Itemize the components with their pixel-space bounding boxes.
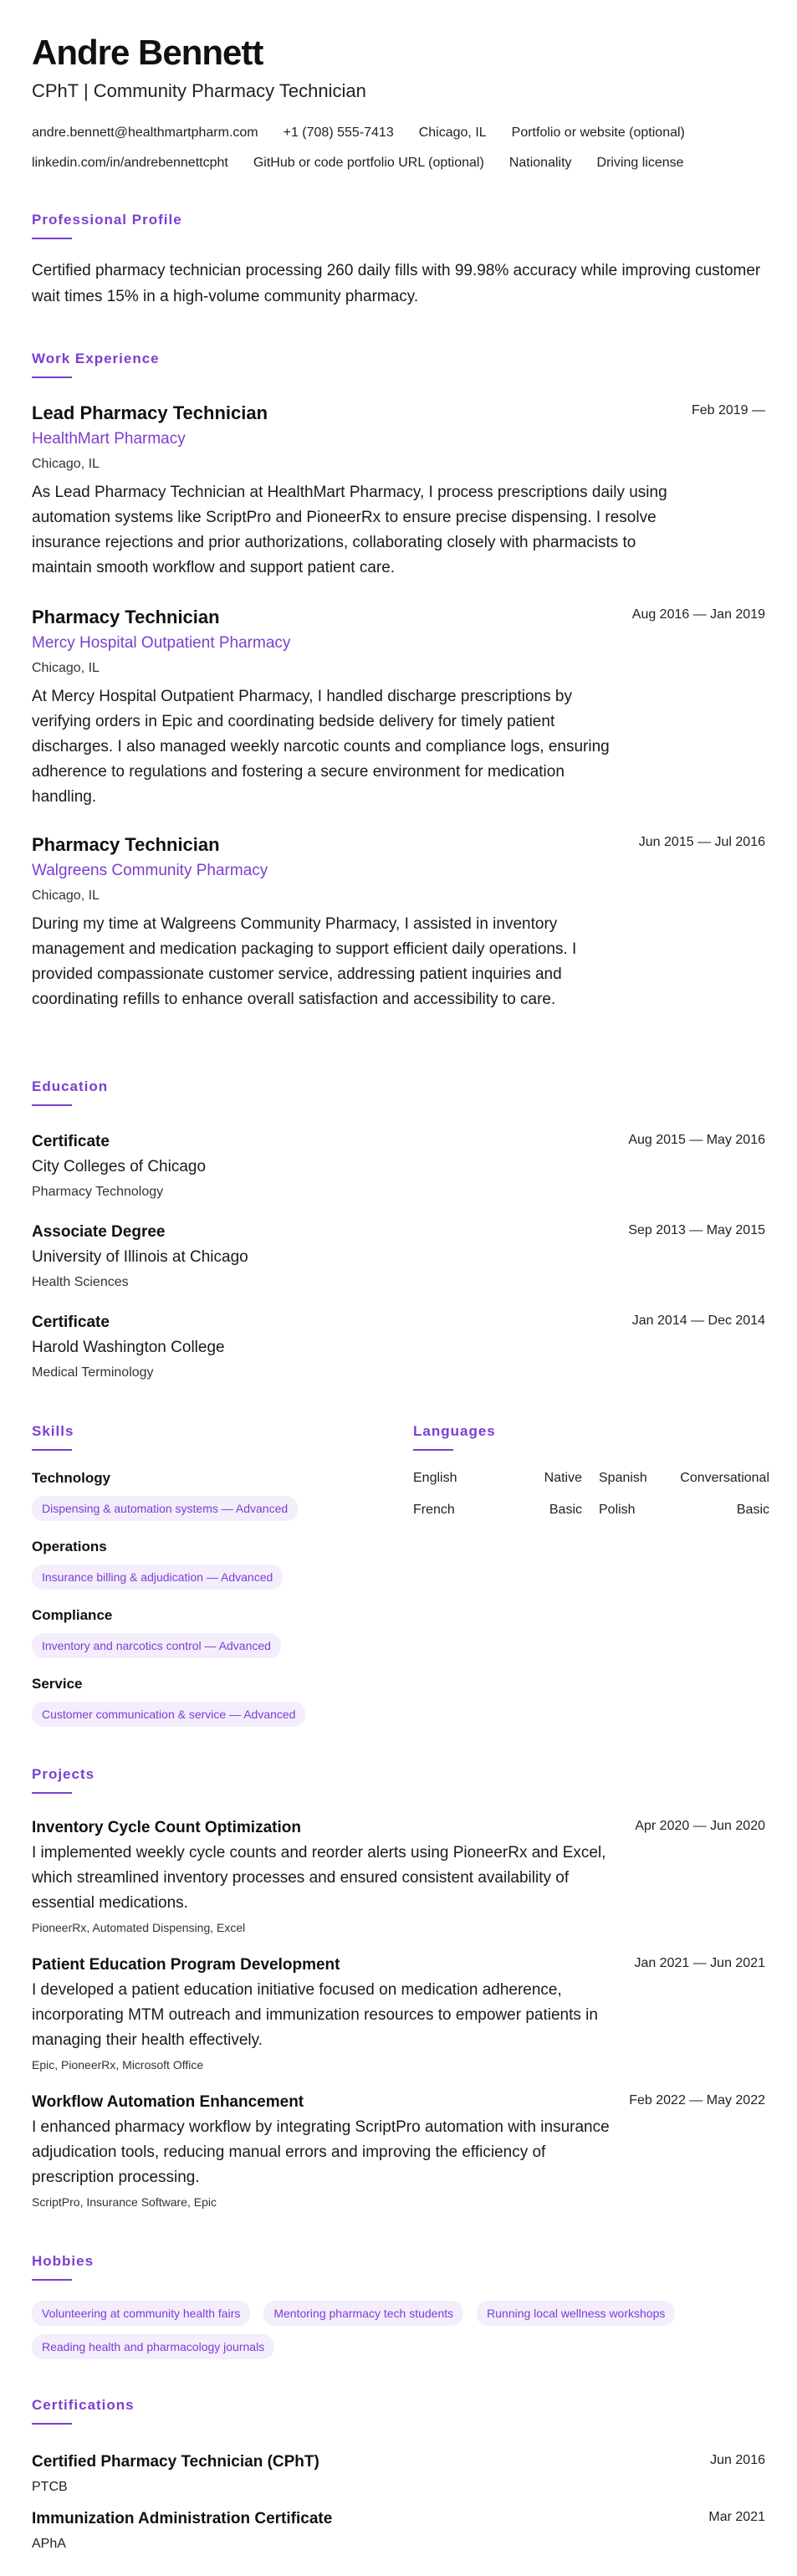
experience-section [32,350,765,378]
contact-nationality: Nationality [508,156,572,170]
contact-linkedin[interactable]: linkedin.com/in/andrebennettcpht [32,156,228,170]
skill-category: Operations [32,1539,107,1554]
certification-name: Immunization Administration Certificate [32,2510,333,2527]
profile-section [32,211,768,310]
job-location: Chicago, IL [32,889,100,903]
job-location: Chicago, IL [32,661,100,675]
hobbies-heading-rule [32,2279,72,2281]
project-technologies: Epic, PioneerRx, Microsoft Office [32,2058,204,2072]
education-field: Pharmacy Technology [32,1185,164,1199]
education-dates: Sep 2013 — May 2015 [628,1223,765,1237]
project-title: Workflow Automation Enhancement [32,2093,304,2111]
certification-name: Certified Pharmacy Technician (CPhT) [32,2453,319,2471]
profile-heading: Professional Profile [32,212,182,228]
skill-pill: Customer communication & service — Advanced [32,1702,305,1727]
hobby-pill: Mentoring pharmacy tech students [263,2301,463,2326]
experience-dates: Aug 2016 — Jan 2019 [631,607,765,622]
experience-item [32,402,765,581]
language-name: French [413,1503,455,1517]
experience-heading-rule [32,376,72,378]
hobby-pill: Reading health and pharmacology journals [32,2334,274,2359]
project-title: Patient Education Program Development [32,1956,340,1974]
certifications-heading-rule [32,2423,72,2425]
skill-pill: Dispensing & automation systems — Advanced [32,1496,298,1521]
job-location: Chicago, IL [32,457,100,471]
hobby-pill: Volunteering at community health fairs [32,2301,250,2326]
resume-header [32,32,765,172]
certification-date: Jun 2016 [710,2453,765,2467]
profile-text: Certified pharmacy technician processing 260 daily fills with 99.98% accuracy while improving customer wait times 15% in a high-volume community pharmacy. [32,262,761,305]
certification-date: Mar 2021 [708,2510,765,2524]
education-degree: Certificate [32,1133,110,1150]
skill-category: Compliance [32,1607,113,1623]
education-heading-rule [32,1104,72,1106]
company-name: HealthMart Pharmacy [32,430,186,448]
language-row [413,1469,769,1488]
contact-email[interactable]: andre.bennett@healthmartpharm.com [32,125,258,140]
certification-item [32,2451,765,2497]
education-field: Health Sciences [32,1275,129,1289]
skills-section [32,1422,383,1451]
hobby-list [32,2301,768,2359]
language-row [413,1501,769,1519]
project-technologies: PioneerRx, Automated Dispensing, Excel [32,1921,246,1934]
hobbies-section [32,2252,765,2281]
skill-group [32,1675,305,1727]
job-title: Lead Pharmacy Technician [32,402,268,423]
company-name: Mercy Hospital Outpatient Pharmacy [32,634,291,652]
skill-group [32,1469,298,1521]
profile-heading-rule [32,238,72,239]
contact-github[interactable]: GitHub or code portfolio URL (optional) [253,156,484,170]
skill-group [32,1538,283,1590]
hobbies-heading: Hobbies [32,2253,95,2269]
skill-category: Technology [32,1470,111,1486]
project-dates: Apr 2020 — Jun 2020 [635,1819,765,1833]
skill-pill: Insurance billing & adjudication — Advanced [32,1565,283,1590]
skill-group [32,1606,281,1658]
language-level: Native [544,1471,582,1485]
experience-heading: Work Experience [32,351,160,366]
education-school: Harold Washington College [32,1339,225,1356]
certifications-section [32,2396,765,2425]
job-description: As Lead Pharmacy Technician at HealthMart Pharmacy, I process prescriptions daily using automation systems like ScriptPro and PioneerRx to ensure precise dispensing. I resolve insurance rejections and prior authorizations, collaborating closely with pharmacists to maintain smooth workflow and support patient care. [32,484,667,576]
certifications-heading: Certifications [32,2397,135,2413]
projects-section [32,1765,765,1794]
contact-portfolio[interactable]: Portfolio or website (optional) [511,125,685,140]
skills-heading: Skills [32,1423,74,1439]
education-dates: Jan 2014 — Dec 2014 [631,1314,765,1328]
contact-driving-license: Driving license [596,156,684,170]
job-description: During my time at Walgreens Community Pharmacy, I assisted in inventory management and medication packaging to support efficient daily operations. I provided compassionate customer service, addressing patient inquiries and coordinating refills to enhance overall satisfaction and accessibility to care. [32,915,577,1008]
project-title: Inventory Cycle Count Optimization [32,1819,301,1836]
education-heading: Education [32,1078,109,1094]
education-degree: Associate Degree [32,1223,166,1241]
education-dates: Aug 2015 — May 2016 [628,1133,765,1147]
contact-location: Chicago, IL [418,125,487,140]
language-name: Polish [599,1503,636,1517]
certification-issuer: APhA [32,2537,66,2551]
project-item [32,1817,765,1936]
candidate-name: Andre Bennett [32,33,263,72]
language-name: Spanish [599,1471,647,1485]
project-description: I enhanced pharmacy workflow by integrating ScriptPro automation with insurance adjudication tools, reducing manual errors and improving the efficiency of prescription processing. [32,2118,610,2186]
certification-item [32,2508,765,2553]
education-item [32,1221,765,1292]
project-technologies: ScriptPro, Insurance Software, Epic [32,2195,217,2209]
language-name: English [413,1471,457,1485]
projects-heading-rule [32,1792,72,1794]
language-level: Basic [736,1503,769,1517]
contact-list [32,124,776,172]
project-item [32,1954,765,2073]
job-title: Pharmacy Technician [32,607,220,627]
experience-dates: Feb 2019 — [691,403,765,417]
experience-item [32,833,765,1012]
skill-category: Service [32,1676,83,1692]
project-item [32,2092,765,2210]
project-dates: Feb 2022 — May 2022 [629,2093,765,2107]
job-description: At Mercy Hospital Outpatient Pharmacy, I handled discharge prescriptions by verifying orders in Epic and coordinating bedside delivery for timely patient discharges. I also managed weekly narcotic counts and compliance logs, ensuring adherence to regulations and fostering a secure environment for medication handling. [32,688,610,806]
language-level: Basic [549,1503,582,1517]
education-item [32,1312,765,1382]
project-dates: Jan 2021 — Jun 2021 [634,1956,765,1970]
contact-phone[interactable]: +1 (708) 555-7413 [283,125,394,140]
hobby-pill: Running local wellness workshops [477,2301,675,2326]
languages-section [413,1422,765,1451]
education-field: Medical Terminology [32,1365,154,1380]
education-degree: Certificate [32,1314,110,1331]
education-item [32,1131,765,1201]
skill-pill: Inventory and narcotics control — Advanced [32,1633,281,1658]
experience-dates: Jun 2015 — Jul 2016 [638,835,765,849]
skills-heading-rule [32,1449,72,1451]
job-title: Pharmacy Technician [32,834,220,855]
company-name: Walgreens Community Pharmacy [32,862,268,879]
experience-item [32,606,765,810]
languages-heading-rule [413,1449,453,1451]
project-description: I developed a patient education initiative focused on medication adherence, incorporating MTM outreach and immunization resources to empower patients in managing their health effectively. [32,1981,598,2049]
languages-heading: Languages [413,1423,496,1439]
project-description: I implemented weekly cycle counts and reorder alerts using PioneerRx and Excel, which streamlined inventory processes and ensured consistent availability of essential medications. [32,1844,606,1912]
education-section [32,1078,765,1106]
education-school: City Colleges of Chicago [32,1158,207,1175]
certification-issuer: PTCB [32,2480,68,2494]
education-school: University of Illinois at Chicago [32,1248,248,1266]
candidate-title: CPhT | Community Pharmacy Technician [32,80,366,101]
language-level: Conversational [680,1471,769,1485]
projects-heading: Projects [32,1766,95,1782]
